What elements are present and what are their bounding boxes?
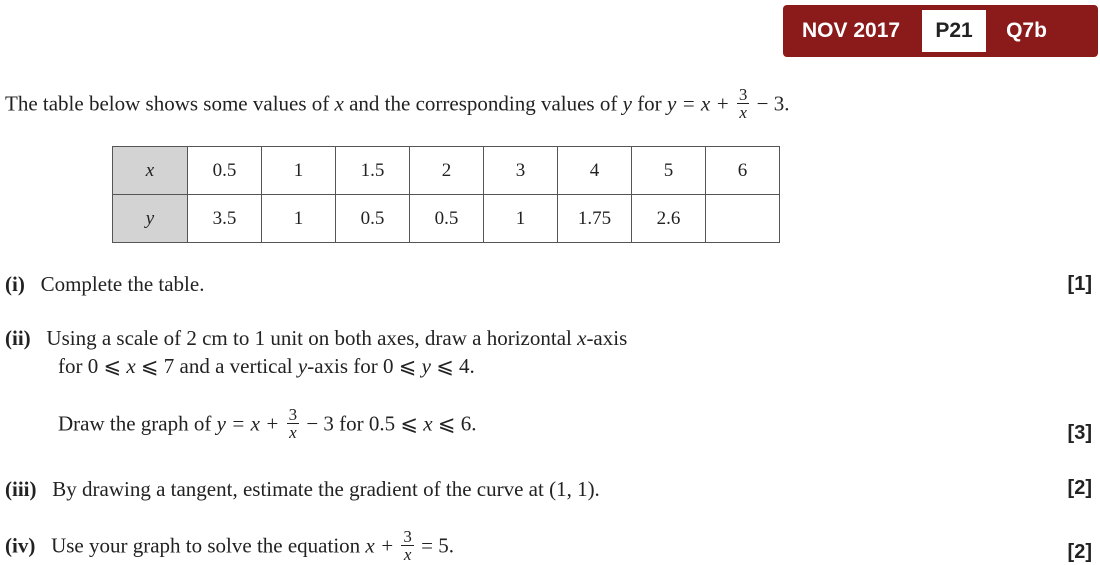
x-cell: 1	[262, 147, 336, 195]
y-header: y	[113, 195, 188, 243]
x-cell: 5	[632, 147, 706, 195]
y-cell: 1	[262, 195, 336, 243]
intro-fraction: $\frac{3}{x}$	[738, 85, 748, 122]
part-ii-fraction: $\frac{3}{x}$	[288, 405, 298, 442]
part-iii: (iii) By drawing a tangent, estimate the gradient of the curve at (1, 1).	[5, 477, 600, 501]
part-ii-line3: Draw the graph of y = x + $\frac{3}{x}$ − 3 for 0.5 ⩽ x ⩽ 6.	[58, 405, 477, 442]
question-badge	[783, 5, 1098, 57]
mark-ii: [3]	[1067, 422, 1092, 444]
badge-question: Q7b	[1006, 19, 1047, 42]
mark-i: [1]	[1067, 273, 1092, 295]
y-cell: 1	[484, 195, 558, 243]
x-cell: 1.5	[336, 147, 410, 195]
x-cell: 4	[558, 147, 632, 195]
badge-paper: P21	[922, 10, 986, 52]
y-cell: 3.5	[188, 195, 262, 243]
x-header: x	[113, 147, 188, 195]
intro-equation: y = x +	[666, 91, 730, 116]
table-row-x	[113, 147, 780, 195]
x-cell: 6	[706, 147, 780, 195]
part-iv: (iv) Use your graph to solve the equation x + $\frac{3}{x}$ = 5.	[5, 527, 455, 564]
part-ii-line1: (ii) Using a scale of 2 cm to 1 unit on both axes, draw a horizontal x-axis	[5, 326, 628, 350]
badge-date: NOV 2017	[802, 19, 901, 42]
part-iv-fraction: $\frac{3}{x}$	[403, 527, 412, 564]
x-cell: 0.5	[188, 147, 262, 195]
y-cell: 0.5	[336, 195, 410, 243]
x-cell: 3	[484, 147, 558, 195]
y-cell: 0.5	[410, 195, 484, 243]
y-cell: 2.6	[632, 195, 706, 243]
values-table	[112, 146, 780, 243]
x-cell: 2	[410, 147, 484, 195]
part-ii-line2: for 0 ⩽ x ⩽ 7 and a vertical y-axis for 0 ⩽ y ⩽ 4.	[58, 354, 475, 378]
mark-iv: [2]	[1067, 541, 1092, 563]
y-cell: 1.75	[558, 195, 632, 243]
intro-text: The table below shows some values of x and the corresponding values of y for y = x + $\frac{3}{x}$ − 3.	[5, 85, 790, 122]
mark-iii: [2]	[1067, 477, 1092, 499]
y-cell-blank[interactable]	[706, 195, 780, 243]
part-i: (i) Complete the table.	[5, 272, 205, 296]
table-row-y	[113, 195, 780, 243]
